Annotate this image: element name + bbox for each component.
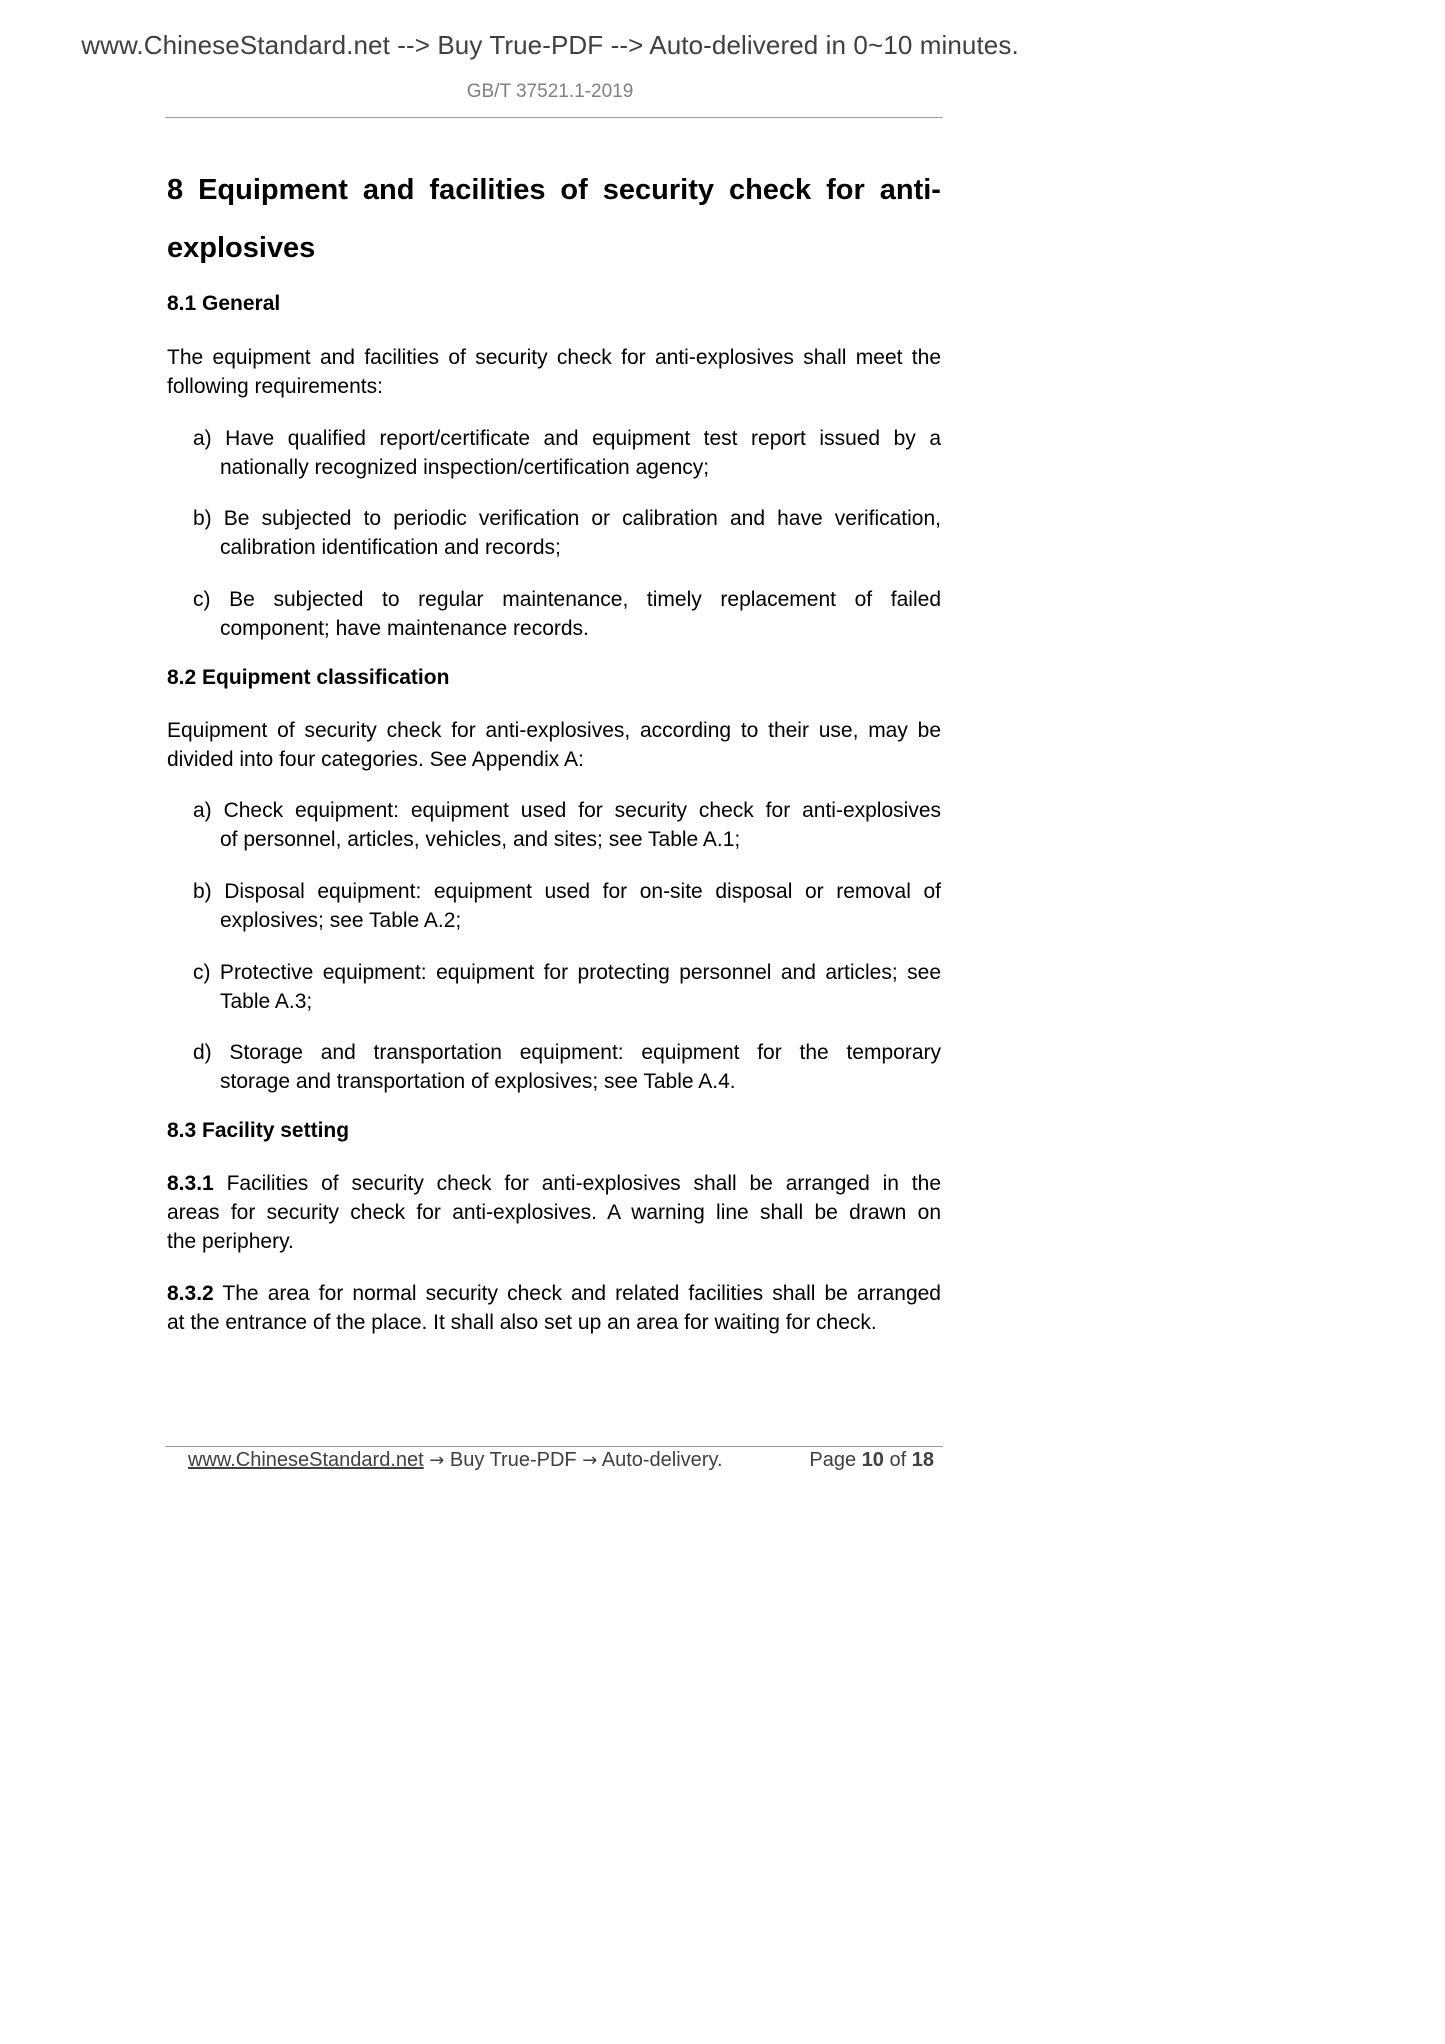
footer-buy-text: Buy True-PDF	[449, 1449, 577, 1471]
text-line: areas for security check for anti-explosives. A warning line shall be drawn on	[167, 1201, 941, 1224]
list-item-8-1-a	[193, 424, 941, 482]
text-line: Equipment of security check for anti-explosives, according to their use, may be	[167, 719, 941, 742]
title-word: Equipment	[198, 174, 348, 206]
arrow-right-icon: →	[429, 1450, 445, 1471]
clause-8-3-1	[167, 1169, 941, 1256]
of-label: of	[889, 1449, 907, 1471]
title-word: check	[728, 174, 812, 206]
heading-8-1: 8.1 General	[167, 292, 281, 315]
heading-8-3: 8.3 Facility setting	[167, 1119, 350, 1142]
clause-number: 8.3.2	[167, 1282, 214, 1305]
paragraph-8-1-intro	[167, 343, 941, 401]
text-line: calibration identification and records;	[220, 536, 561, 559]
page-label: Page	[809, 1449, 857, 1471]
text-line: divided into four categories. See Appendix A:	[167, 748, 584, 771]
clause-text: Facilities of security check for anti-explosives shall be arranged in the	[226, 1172, 941, 1195]
title-word: and	[362, 174, 415, 206]
text-line: d) Storage and transportation equipment: equipment for the temporary	[193, 1041, 941, 1064]
page-footer	[188, 1449, 938, 1472]
text-line: c) Be subjected to regular maintenance, timely replacement of failed	[193, 588, 941, 611]
text-line: nationally recognized inspection/certification agency;	[220, 456, 710, 479]
clause-text: The area for normal security check and related facilities shall be arranged	[222, 1282, 941, 1305]
text-line: of personnel, articles, vehicles, and sites; see Table A.1;	[220, 828, 741, 851]
section-8-title-line2: explosives	[167, 232, 316, 264]
title-word: security	[602, 174, 714, 206]
page-total: 18	[911, 1449, 934, 1471]
list-item-8-2-c	[193, 958, 941, 1016]
footer-divider	[165, 1446, 943, 1447]
title-word: facilities	[429, 174, 546, 206]
text-line: storage and transportation of explosives; see Table A.4.	[220, 1070, 736, 1093]
text-line: b) Be subjected to periodic verification or calibration and have verification,	[193, 507, 941, 530]
text-line	[167, 1169, 941, 1198]
text-line: a) Have qualified report/certificate and equipment test report issued by a	[193, 427, 941, 450]
list-item-8-2-b	[193, 877, 941, 935]
text-line: c) Protective equipment: equipment for protecting personnel and articles; see	[193, 961, 941, 984]
title-word: for	[826, 174, 865, 206]
text-line: the periphery.	[167, 1230, 294, 1253]
text-line: following requirements:	[167, 375, 383, 398]
list-item-8-2-d	[193, 1038, 941, 1096]
standard-number: GB/T 37521.1-2019	[466, 81, 634, 102]
page-indicator	[809, 1449, 934, 1472]
page-number: 10	[861, 1449, 884, 1471]
clause-8-3-2	[167, 1279, 941, 1337]
list-item-8-2-a	[193, 796, 941, 854]
text-line: component; have maintenance records.	[220, 617, 589, 640]
text-line: The equipment and facilities of security check for anti-explosives shall meet the	[167, 346, 941, 369]
header-divider	[165, 117, 943, 118]
title-word: of	[560, 174, 588, 206]
footer-site-link[interactable]: www.ChineseStandard.net	[188, 1449, 424, 1471]
clause-number: 8.3.1	[167, 1172, 214, 1195]
title-word: anti-	[879, 174, 941, 206]
footer-delivery-text: Auto-delivery.	[601, 1449, 723, 1471]
list-item-8-1-c	[193, 585, 941, 643]
section-8-title	[167, 161, 941, 277]
paragraph-8-2-intro	[167, 716, 941, 774]
text-line: b) Disposal equipment: equipment used for on-site disposal or removal of	[193, 880, 941, 903]
text-line: a) Check equipment: equipment used for security check for anti-explosives	[193, 799, 941, 822]
text-line	[167, 1279, 941, 1308]
arrow-right-icon: →	[582, 1450, 598, 1471]
list-item-8-1-b	[193, 504, 941, 562]
title-word: 8	[167, 174, 184, 206]
text-line: Table A.3;	[220, 990, 313, 1013]
section-8-title-line1	[167, 161, 941, 219]
text-line: explosives; see Table A.2;	[220, 909, 462, 932]
site-banner: www.ChineseStandard.net --> Buy True-PDF --> Auto-delivered in 0~10 minutes.	[81, 30, 1019, 60]
heading-8-2: 8.2 Equipment classification	[167, 666, 450, 689]
text-line: at the entrance of the place. It shall also set up an area for waiting for check.	[167, 1311, 877, 1334]
